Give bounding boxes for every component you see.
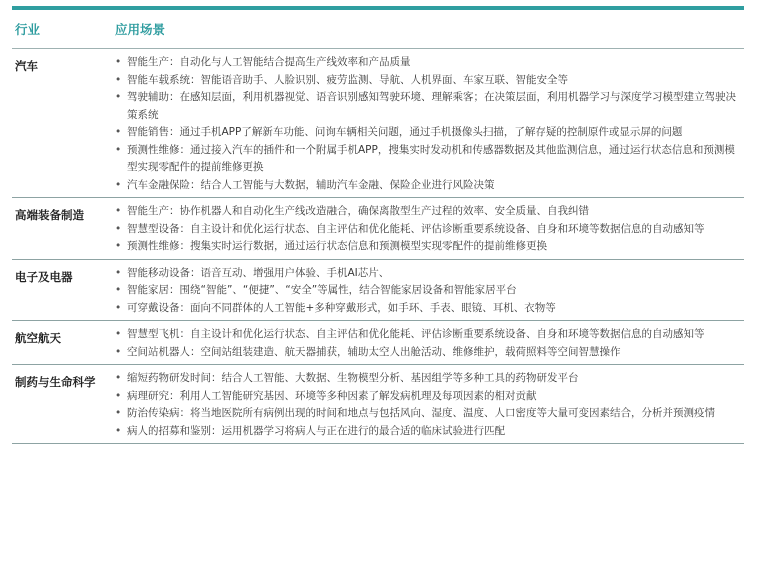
bullet-icon: •	[115, 301, 122, 314]
table-body	[12, 49, 744, 444]
list-item	[115, 405, 744, 423]
bullet-icon: •	[115, 266, 122, 279]
list-item	[115, 370, 744, 388]
list-item	[115, 388, 744, 406]
application-table	[12, 6, 744, 444]
list-item	[115, 344, 744, 362]
list-item	[115, 282, 744, 300]
table-row	[12, 260, 744, 322]
list-item	[115, 124, 744, 142]
item-text: 智慧型飞机：自主设计和优化运行状态、自主评估和优化能耗、评估诊断重要系统设备、自身和环境等数据信息的自动感知等	[127, 328, 705, 340]
bullet-icon: •	[115, 284, 122, 296]
bullet-icon: •	[115, 424, 122, 437]
bullet-icon: •	[115, 56, 122, 68]
bullet-icon: •	[115, 91, 122, 103]
bullet-icon: •	[115, 407, 122, 419]
table-header	[12, 10, 744, 49]
list-item	[115, 54, 744, 72]
item-text: 智能家居：围绕“智能”、“便捷”、“安全”等属性，结合智能家居设备和智能家居平台	[127, 284, 517, 296]
list-item	[115, 177, 744, 195]
header-application: 应用场景	[115, 22, 166, 37]
bullet-icon: •	[115, 222, 122, 235]
bullet-icon: •	[115, 345, 122, 358]
table-row	[12, 365, 744, 444]
list-item	[115, 203, 744, 221]
application-list	[115, 321, 744, 364]
bullet-icon: •	[115, 178, 122, 191]
application-list	[115, 260, 744, 321]
bullet-icon: •	[115, 240, 122, 252]
bullet-icon: •	[115, 328, 122, 340]
header-industry: 行业	[15, 22, 41, 37]
bullet-icon: •	[115, 73, 122, 86]
industry-label: 高端装备制造	[15, 208, 84, 222]
table-row	[12, 49, 744, 198]
list-item	[115, 221, 744, 239]
item-text: 智能车载系统：智能语音助手、人脸识别、疲劳监测、导航、人机界面、车家互联、智能安全等	[127, 73, 568, 86]
item-text: 汽车金融保险：结合人工智能与大数据，辅助汽车金融、保险企业进行风险决策	[127, 178, 495, 191]
item-text: 智慧型设备：自主设计和优化运行状态、自主评估和优化能耗、评估诊断重要系统设备、自身和环境等数据信息的自动感知等	[127, 222, 705, 235]
list-item	[115, 72, 744, 90]
bullet-icon: •	[115, 372, 122, 384]
list-item	[115, 265, 744, 283]
industry-label: 汽车	[15, 59, 38, 73]
list-item	[115, 423, 744, 441]
item-text: 可穿戴设备：面向不同群体的人工智能+多种穿戴形式，如手环、手表、眼镜、耳机、衣物等	[127, 301, 556, 314]
list-item	[115, 89, 744, 124]
list-item	[115, 238, 744, 256]
bullet-icon: •	[115, 389, 122, 402]
list-item	[115, 300, 744, 318]
bullet-icon: •	[115, 143, 122, 156]
application-list	[115, 198, 744, 259]
application-list	[115, 365, 744, 443]
industry-label: 制药与生命科学	[15, 375, 96, 389]
item-text: 驾驶辅助：在感知层面，利用机器视觉、语音识别感知驾驶环境、理解乘客；在决策层面，利用机器学习与深度学习模型建立驾驶决策系统	[127, 91, 736, 121]
item-text: 智能移动设备：语音互动、增强用户体验、手机AI芯片、	[127, 266, 390, 279]
item-text: 缩短药物研发时间：结合人工智能、大数据、生物模型分析、基因组学等多种工具的药物研发平台	[127, 372, 579, 384]
item-text: 病人的招募和鉴别：运用机器学习将病人与正在进行的最合适的临床试验进行匹配	[127, 424, 505, 437]
item-text: 预测性维修：通过接入汽车的插件和一个附属手机APP，搜集实时发动机和传感器数据及其他监测信息，通过运行状态信息和预测模型实现零配件的提前维修更换	[127, 143, 735, 173]
bullet-icon: •	[115, 126, 122, 138]
table-row	[12, 198, 744, 260]
item-text: 预测性维修：搜集实时运行数据，通过运行状态信息和预测模型实现零配件的提前维修更换	[127, 240, 547, 252]
item-text: 智能销售：通过手机APP了解新车功能、问询车辆相关问题，通过手机摄像头扫描，了解存疑的控制原件或显示屏的问题	[127, 126, 683, 138]
item-text: 空间站机器人：空间站组装建造、航天器捕获，辅助太空人出舱活动、维修维护，载荷照料等空间智慧操作	[127, 345, 621, 358]
industry-label: 电子及电器	[15, 269, 73, 284]
list-item	[115, 326, 744, 344]
application-list	[115, 49, 744, 197]
item-text: 智能生产：自动化与人工智能结合提高生产线效率和产品质量	[127, 56, 411, 68]
industry-label: 航空航天	[15, 331, 61, 345]
item-text: 病理研究：利用人工智能研究基因、环境等多种因素了解发病机理及每项因素的相对贡献	[127, 389, 537, 402]
item-text: 防治传染病：将当地医院所有病例出现的时间和地点与包括风向、湿度、温度、人口密度等大量可变因素结合，分析并预测疫情	[127, 407, 715, 419]
item-text: 智能生产：协作机器人和自动化生产线改造融合，确保离散型生产过程的效率、安全质量、自我纠错	[127, 205, 589, 217]
table-row	[12, 321, 744, 365]
bullet-icon: •	[115, 205, 122, 217]
list-item	[115, 142, 744, 177]
